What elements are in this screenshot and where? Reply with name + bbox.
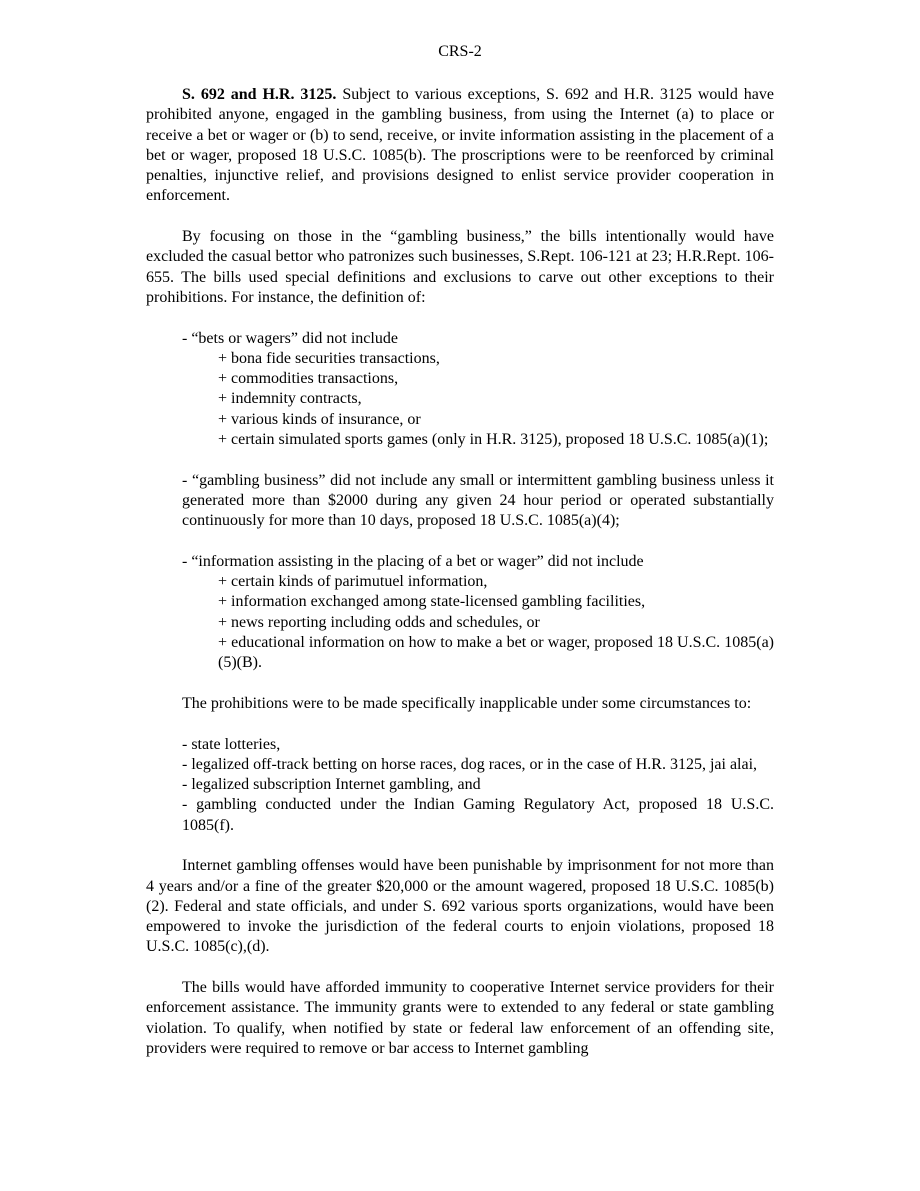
- list-item: - state lotteries,: [182, 735, 281, 753]
- definition-business: [182, 471, 774, 532]
- list-item: - legalized off-track betting on horse races, dog races, or in the case of H.R. 3125, jai alai,: [182, 755, 758, 773]
- paragraph-text: Subject to various exceptions, S. 692 and H.R. 3125 would have prohibited anyone, engaged in the gambling business, from using the Internet (a) to place or receive a bet or wager or (b) to send, receive, or invite information assisting in the placement of a bet or wager, proposed 18 U.S.C. 1085(b). The proscriptions were to be reenforced by criminal penalties, injunctive relief, and provisions designed to enlist service provider cooperation in enforcement.: [146, 86, 774, 205]
- paragraph-lead: S. 692 and H.R. 3125.: [182, 86, 337, 103]
- definition-info-list: [182, 552, 774, 674]
- definition-heading: - “bets or wagers” did not include: [182, 329, 398, 347]
- paragraph-bills-summary: [146, 85, 774, 207]
- definition-bets-list: [182, 329, 774, 451]
- list-item: - legalized subscription Internet gambling, and: [182, 776, 481, 794]
- definition-heading: - “information assisting in the placing of a bet or wager” did not include: [182, 552, 644, 570]
- list-item: + various kinds of insurance, or: [218, 410, 421, 428]
- definition-text: - “gambling business” did not include any small or intermittent gambling business unless it generated more than $2000 during any given 24 hour period or operated substantially continuously for more than 10 days, proposed 18 U.S.C. 1085(a)(4);: [182, 471, 774, 530]
- document-body: [146, 85, 774, 1080]
- paragraph-penalties: Internet gambling offenses would have been punishable by imprisonment for not more than 4 years and/or a fine of the greater $20,000 or the amount wagered, proposed 18 U.S.C. 1085(b)(2). Federal and state officials, and under S. 692 various sports organizations, would have been empowered to invoke the jurisdiction of the federal courts to enjoin violations, proposed 18 U.S.C. 1085(c),(d).: [146, 857, 774, 956]
- list-item: + indemnity contracts,: [218, 390, 362, 408]
- page-header: CRS-2: [438, 43, 482, 60]
- paragraph-prohibitions: The prohibitions were to be made specifically inapplicable under some circumstances to:: [182, 694, 752, 712]
- list-item: + news reporting including odds and schedules, or: [218, 613, 540, 631]
- list-item: + certain kinds of parimutuel information,: [218, 573, 488, 591]
- list-item: + certain simulated sports games (only in H.R. 3125), proposed 18 U.S.C. 1085(a)(1);: [218, 431, 769, 449]
- list-item: - gambling conducted under the Indian Gaming Regulatory Act, proposed 18 U.S.C. 1085(f).: [182, 796, 774, 834]
- list-item: + bona fide securities transactions,: [218, 349, 440, 367]
- list-item: + educational information on how to make a bet or wager, proposed 18 U.S.C. 1085(a)(5)(B).: [218, 634, 774, 672]
- exemptions-list: [182, 735, 774, 836]
- paragraph-immunity: The bills would have afforded immunity to cooperative Internet service providers for their enforcement assistance. The immunity grants were to extended to any federal or state gambling violation. To qualify, when notified by state or federal law enforcement of an offending site, providers were required to remove or bar access to Internet gambling: [146, 979, 774, 1057]
- list-item: + information exchanged among state-licensed gambling facilities,: [218, 593, 646, 611]
- paragraph-gambling-business: By focusing on those in the “gambling business,” the bills intentionally would have excluded the casual bettor who patronizes such businesses, S.Rept. 106-121 at 23; H.R.Rept. 106-655. The bills used special definitions and exclusions to carve out other exceptions to their prohibitions. For instance, the definition of:: [146, 228, 774, 306]
- list-item: + commodities transactions,: [218, 370, 399, 388]
